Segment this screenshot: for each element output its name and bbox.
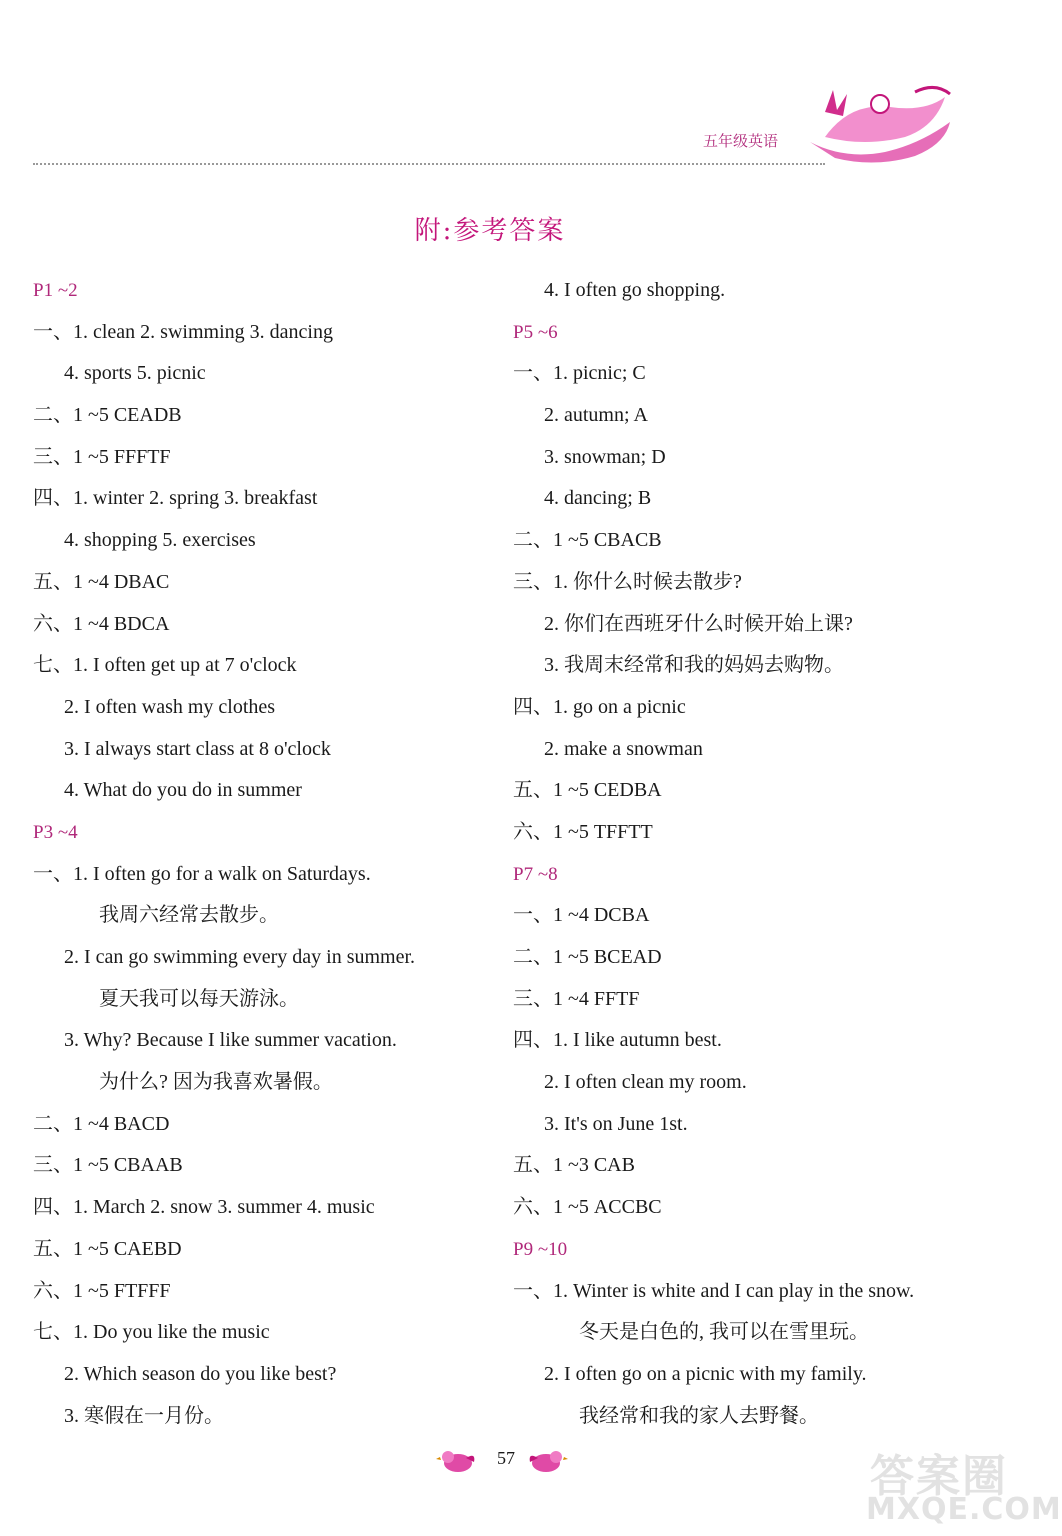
- left-answer-line: 六、1 ~5 FTFFF: [33, 1279, 171, 1302]
- left-answer-line: 七、1. I often get up at 7 o'clock: [33, 654, 297, 677]
- left-answer-line: 夏天我可以每天游泳。: [99, 987, 299, 1010]
- left-answer-line: 三、1 ~5 FFFTF: [33, 445, 171, 468]
- answers-right-column: [513, 270, 983, 1437]
- left-answer-line: 3. I always start class at 8 o'clock: [64, 737, 331, 760]
- right-answer-line: 六、1 ~5 ACCBC: [513, 1196, 662, 1219]
- left-answer-line: 二、1 ~4 BACD: [33, 1112, 170, 1135]
- right-answer-line: 五、1 ~5 CEDBA: [513, 779, 662, 802]
- left-answer-line: 五、1 ~5 CAEBD: [33, 1237, 182, 1260]
- right-answer-line: 3. 我周末经常和我的妈妈去购物。: [544, 654, 844, 677]
- left-answer-line: 一、1. clean 2. swimming 3. dancing: [33, 320, 333, 343]
- right-section-heading: P5 ~6: [513, 321, 558, 343]
- right-bird-icon: [528, 1448, 568, 1474]
- left-answer-line: 4. sports 5. picnic: [64, 362, 206, 385]
- right-answer-line: 2. I often go on a picnic with my family.: [544, 1362, 867, 1385]
- right-answer-line: 4. dancing; B: [544, 487, 652, 510]
- header-decoration-illustration: [805, 82, 955, 164]
- left-answer-line: 三、1 ~5 CBAAB: [33, 1154, 183, 1177]
- left-section-heading: P1 ~2: [33, 280, 78, 301]
- right-section-heading: P7 ~8: [513, 863, 558, 885]
- right-answer-line: 六、1 ~5 TFFTT: [513, 820, 653, 843]
- left-answer-line: 四、1. winter 2. spring 3. breakfast: [33, 487, 318, 510]
- left-answer-line: 3. 寒假在一月份。: [64, 1404, 224, 1427]
- right-answer-line: 一、1. picnic; C: [513, 362, 646, 385]
- left-answer-line: 4. shopping 5. exercises: [64, 529, 256, 552]
- right-answer-line: 3. It's on June 1st.: [544, 1112, 688, 1135]
- page-title: 附:参考答案: [414, 216, 566, 246]
- left-answer-line: 2. Which season do you like best?: [64, 1362, 337, 1385]
- right-answer-line: 四、1. I like autumn best.: [513, 1029, 722, 1052]
- left-answer-line: 3. Why? Because I like summer vacation.: [64, 1029, 397, 1052]
- right-answer-line: 五、1 ~3 CAB: [513, 1154, 635, 1177]
- left-answer-line: 我周六经常去散步。: [99, 904, 279, 927]
- right-answer-line: 2. autumn; A: [544, 404, 648, 427]
- left-answer-line: 五、1 ~4 DBAC: [33, 570, 170, 593]
- left-answer-line: 2. I often wash my clothes: [64, 695, 276, 718]
- right-answer-line: 2. make a snowman: [544, 737, 703, 760]
- right-answer-line: 一、1. Winter is white and I can play in the snow.: [513, 1279, 915, 1302]
- watermark-logo-text: 答案圈: [870, 1451, 1008, 1502]
- right-answer-line: 三、1 ~4 FFTF: [513, 987, 640, 1010]
- answers-left-column: [33, 270, 493, 1437]
- right-answer-line: 一、1 ~4 DCBA: [513, 904, 650, 927]
- right-answer-line: 2. 你们在西班牙什么时候开始上课?: [544, 612, 853, 635]
- right-answer-line: 冬天是白色的, 我可以在雪里玩。: [579, 1321, 869, 1344]
- left-section-heading: P3 ~4: [33, 821, 78, 843]
- left-answer-line: 六、1 ~4 BDCA: [33, 612, 170, 635]
- right-answer-line: 二、1 ~5 CBACB: [513, 529, 662, 552]
- left-bird-icon: [436, 1448, 476, 1474]
- header-dotted-rule: [33, 163, 825, 165]
- right-answer-line: 4. I often go shopping.: [544, 279, 726, 301]
- watermark-site-text: MXQE.COM: [866, 1492, 1062, 1527]
- left-answer-line: 四、1. March 2. snow 3. summer 4. music: [33, 1196, 375, 1219]
- right-answer-line: 3. snowman; D: [544, 445, 666, 468]
- right-section-heading: P9 ~10: [513, 1238, 568, 1260]
- left-answer-line: 为什么? 因为我喜欢暑假。: [99, 1071, 333, 1094]
- right-answer-line: 三、1. 你什么时候去散步?: [513, 570, 742, 593]
- left-answer-line: 一、1. I often go for a walk on Saturdays.: [33, 862, 371, 885]
- right-answer-line: 四、1. go on a picnic: [513, 695, 686, 718]
- page-number: 57: [497, 1448, 515, 1468]
- left-answer-line: 2. I can go swimming every day in summer.: [64, 946, 416, 968]
- left-answer-line: 七、1. Do you like the music: [33, 1321, 270, 1344]
- right-answer-line: 2. I often clean my room.: [544, 1071, 747, 1094]
- right-answer-line: 我经常和我的家人去野餐。: [579, 1404, 819, 1427]
- right-answer-line: 二、1 ~5 BCEAD: [513, 946, 662, 968]
- header-subject-label: 五年级英语: [703, 132, 779, 150]
- left-answer-line: 4. What do you do in summer: [64, 779, 302, 802]
- left-answer-line: 二、1 ~5 CEADB: [33, 404, 182, 427]
